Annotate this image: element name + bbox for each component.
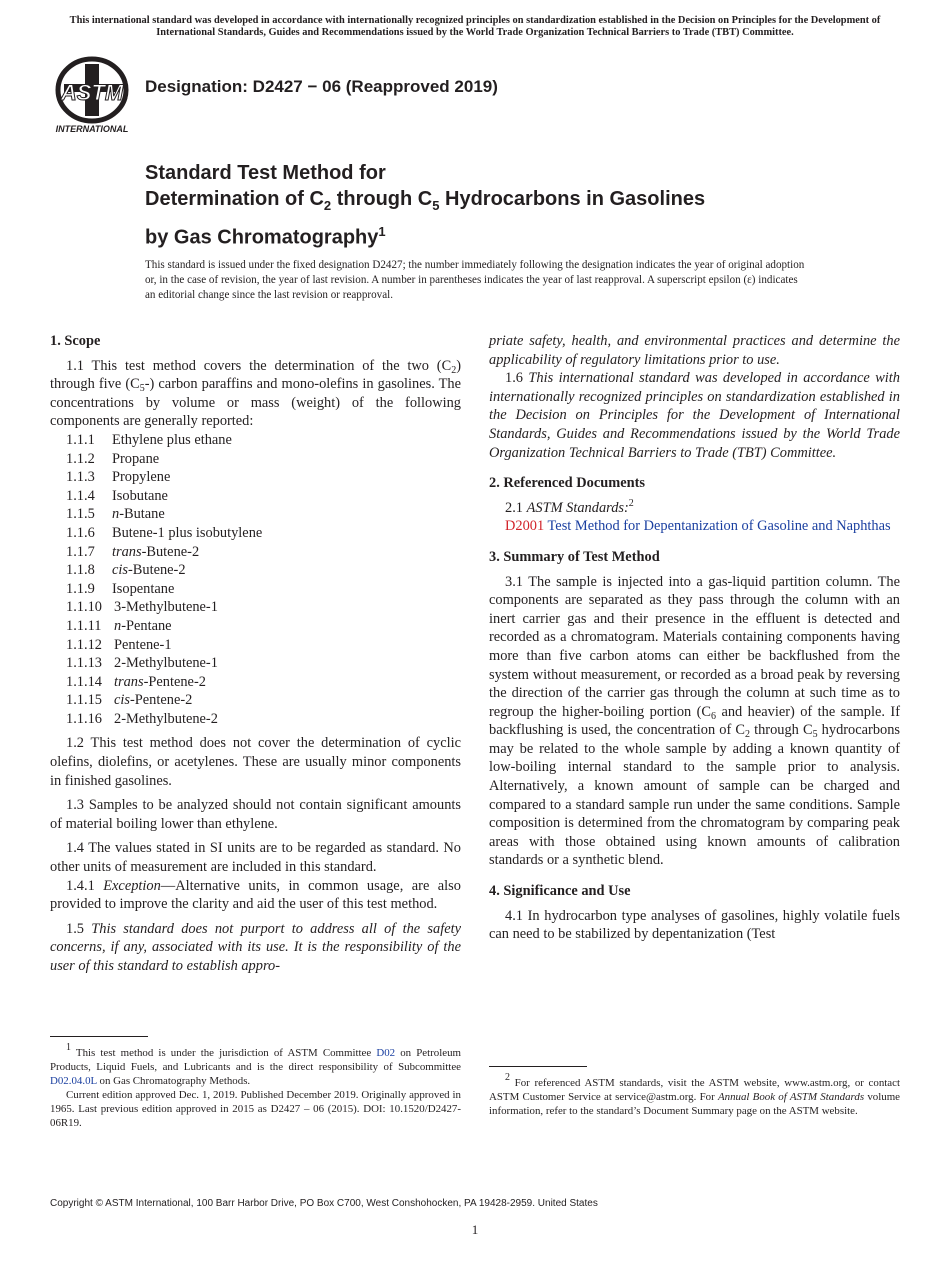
list-item — [50, 654, 461, 673]
list-item-text: Propane — [112, 450, 160, 467]
referenced-standard-d2001[interactable]: D2001 Test Method for Depentanization of Gasoline and Naphthas — [505, 518, 891, 535]
list-item: 1.1.7 trans-Butene-2 — [66, 543, 200, 560]
footnote-rule-left — [50, 1036, 148, 1037]
list-item-text: 2-Methylbutene-1 — [114, 655, 218, 672]
list-item-text: Butene-1 plus isobutylene — [112, 524, 263, 541]
list-item-text: 2-Methylbutene-2 — [114, 710, 218, 727]
section-heading-referenced-documents: 2. Referenced Documents — [489, 475, 645, 492]
list-item: 1.1.8 cis-Butene-2 — [66, 562, 186, 579]
list-item-text: Pentene-1 — [114, 636, 172, 653]
list-item — [50, 636, 461, 655]
list-item — [50, 524, 461, 543]
paragraph-1-3: 1.3 Samples to be analyzed should not contain significant amounts of material boiling lower than ethylene. — [50, 797, 461, 832]
list-item — [50, 450, 461, 469]
list-item-text: Isobutane — [112, 487, 168, 504]
list-item-text: -Pentene-2 — [143, 673, 206, 690]
list-item-text: -Butene-2 — [128, 562, 186, 579]
list-item — [50, 598, 461, 617]
left-column — [50, 332, 461, 976]
list-item-number: 1.1.16 — [66, 710, 102, 727]
list-item-number: 1.1.3 — [66, 469, 95, 486]
list-item-number: 1.1.9 — [66, 580, 95, 597]
paragraph-1-6: 1.6 This international standard was developed in accordance with internationally recognized principles on standardization established in the Decision on Principles for the Development of International Standards, Guides and Recommendations issued by the World Trade Organization Technical Barriers to Trade (TBT) Committee. — [489, 370, 900, 461]
list-item-text: Isopentane — [112, 580, 175, 597]
list-item-text: -Pentene-2 — [130, 692, 193, 709]
footnote-2: 2 For referenced ASTM standards, visit the ASTM website, www.astm.org, or contact ASTM Customer Service at service@astm.org. For Annual Book of ASTM Standards volume information, refer to the standard’s Document Summary page on the ASTM website. — [489, 1072, 901, 1117]
list-item-number: 1.1.2 — [66, 450, 95, 467]
footnote-rule-right — [489, 1066, 587, 1067]
paragraph-1-2: 1.2 This test method does not cover the determination of cyclic olefins, diolefins, or acetylenes. These are usually minor components in finished gasolines. — [50, 735, 461, 789]
list-item: 1.1.5 n-Butane — [66, 506, 165, 523]
list-item-number: 1.1.4 — [66, 487, 95, 504]
list-item — [50, 468, 461, 487]
logo-org-text: INTERNATIONAL — [55, 124, 129, 134]
subcommittee-link[interactable]: D02.04.0L — [50, 1075, 97, 1087]
list-item-number: 1.1.7 — [66, 543, 95, 560]
list-item-number: 1.1.6 — [66, 524, 95, 541]
issued-note: This standard is issued under the fixed designation D2427; the number immediately following the designation indicates the year of original adoption or, in the case of revision, the year of last revision. A number in parentheses indicates the year of last reapproval. A superscript epsilon (ε) indicates an editorial change since the last revision or reapproval. — [145, 259, 805, 301]
list-item-number: 1.1.14 — [66, 673, 102, 690]
title-footnote-ref: 1 — [378, 224, 386, 239]
paragraph-1-4-1: 1.4.1 Exception—Alternative units, in common usage, are also provided to improve the clarity and aid the user of this test method. — [50, 877, 461, 913]
list-item-text: -Butane — [119, 506, 165, 523]
list-item-number: 1.1.13 — [66, 655, 102, 672]
page-number: 1 — [471, 1222, 479, 1237]
title-line-2: Determination of $C_2$ through $C_5$ Hydrocarbons in Gasolines — [145, 188, 706, 213]
paragraph-1-4: 1.4 The values stated in SI units are to be regarded as standard. No other units of measurement are included in this standard. — [50, 840, 461, 876]
paragraph-1-1: 1.1 This test method covers the determination of the two $(C_2)$ through five $(C_5-)$ carbon paraffins and mono-olefins in gasolines. The concentrations by volume or mass (weight) of the following components are generally reported: — [50, 357, 462, 430]
paragraph-1-5-continued: priate safety, health, and environmental practices and determine the applicability of regulatory limitations prior to use. — [489, 333, 900, 368]
list-item-text: -Butene-2 — [141, 543, 200, 560]
section-heading-summary: 3. Summary of Test Method — [489, 548, 660, 565]
list-item-text: Ethylene plus ethane — [112, 431, 232, 448]
right-column — [489, 332, 900, 944]
list-item-text: Propylene — [112, 469, 171, 486]
list-item-number: 1.1.5 — [66, 506, 95, 523]
footnote-1-edition: Current edition approved Dec. 1, 2019. Published December 2019. Originally approved in 1965. Last previous edition approved in 2015 as D2427 – 06 (2015). DOI: 10.1520/D2427-06R19. — [50, 1089, 461, 1129]
list-item-number: 1.1.12 — [66, 636, 102, 653]
designation: Designation: D2427 − 06 (Reapproved 2019) — [145, 77, 498, 96]
logo-mark-text: ASTM — [60, 80, 124, 105]
top-notice: This international standard was developed in accordance with internationally recognized principles on standardization established in the Decision on Principles for the Development of International Standards, Guides and Recommendations issued by the World Trade Organization Technical Barriers to Trade (TBT) Committee. — [69, 15, 881, 38]
document-title — [145, 160, 705, 251]
list-item — [50, 580, 461, 599]
list-item-number: 1.1.15 — [66, 692, 102, 709]
astm-logo — [52, 56, 136, 136]
list-item — [50, 710, 461, 729]
committee-link[interactable]: D02 — [376, 1047, 396, 1059]
title-line-1: Standard Test Method for — [145, 162, 386, 184]
paragraph-1-5: 1.5 This standard does not purport to address all of the safety concerns, if any, associated with its use. It is the responsibility of the user of this standard to establish appro- — [50, 920, 461, 974]
paragraph-4-1: 4.1 In hydrocarbon type analyses of gasolines, highly volatile fuels can need to be stabilized by depentanization (Test — [489, 907, 900, 943]
list-item — [50, 487, 461, 506]
title-line-3: by Gas Chromatography$^1$ — [145, 224, 386, 249]
list-item-number: 1.1.10 — [66, 599, 102, 616]
list-item-text: -Pentane — [121, 617, 172, 634]
list-item: 1.1.14 trans-Pentene-2 — [66, 673, 206, 690]
paragraph-3-1: 3.1 The sample is injected into a gas-liquid partition column. The components are separated as they pass through the column with an inert carrier gas and their presence in the effluent is detected and recorded as a chromatogram. Materials containing components having more than five carbon atoms can either be backflushed from the system without measurement, or recorded as a broad peak by reversing the direction of the carrier gas through the column at such time as to regroup the higher-boiling portion ($C_6$ and heavier) of the sample. If backflushing is used, the concentration of $C_2$ through $C_5$ hydrocarbons may be related to the whole sample by adding a known quantity of low-boiling internal standard to the sample prior to analysis. Alternatively, a known amount of sample can be charged and compared to a standard sample run under the same conditions. Sample composition is determined from the chromatogram by comparing peak areas with those obtained using known amounts of calibration standards or a synthetic blend. — [489, 573, 901, 869]
component-list — [50, 431, 461, 729]
paragraph-2-1: 2.1 ASTM Standards:$^2$ — [505, 497, 634, 516]
list-item-number: 1.1.1 — [66, 431, 95, 448]
list-item-text: 3-Methylbutene-1 — [114, 599, 218, 616]
section-heading-significance: 4. Significance and Use — [489, 883, 631, 900]
list-item-number: 1.1.8 — [66, 562, 95, 579]
list-item — [50, 431, 461, 450]
section-heading-scope: 1. Scope — [50, 333, 101, 349]
list-item: 1.1.11 n-Pentane — [66, 617, 172, 634]
copyright: Copyright © ASTM International, 100 Barr Harbor Drive, PO Box C700, West Conshohocken, PA 19428-2959. United States — [50, 1198, 598, 1209]
footnote-1: 1 This test method is under the jurisdiction of ASTM Committee D02 on Petroleum Products, Liquid Fuels, and Lubricants and is the direct responsibility of Subcommittee D02.04.0L on Gas Chromatography Methods. Current edition approved Dec. 1, 2019. Published December 2019. Originally approved in 1965. Last previous edition approved in 2015 as D2427 – 06 (2015). DOI: 10.1520/D2427-06R19. — [50, 1042, 461, 1129]
list-item-number: 1.1.11 — [66, 617, 102, 634]
list-item: 1.1.15 cis-Pentene-2 — [66, 692, 193, 709]
